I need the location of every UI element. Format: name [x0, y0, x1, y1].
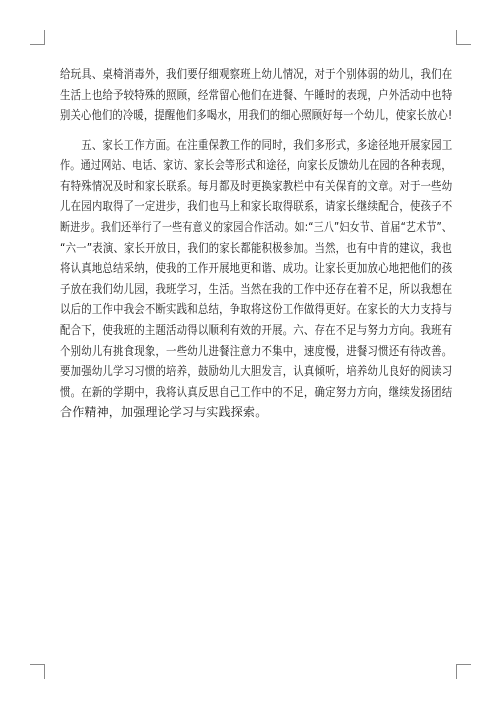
document-body [60, 64, 452, 423]
crop-mark-bottom-right [456, 664, 471, 679]
text-line: 别关心他们的冷暖，提醒他们多喝水，用我们的细心照顾好每一个幼儿，使家长放心! [60, 108, 453, 123]
text-line: 断进步。我们还举行了一些有意义的家园合作活动。如:“三八”妇女节、首届“艺术节”、 [60, 219, 453, 234]
text-line: 要加强幼儿学习习惯的培养，鼓励幼儿大胆发言，认真倾听，培养幼儿良好的阅读习 [60, 364, 453, 379]
text-line: 儿在园内取得了一定进步，我们也马上和家长取得联系，请家长继续配合，使孩子不 [60, 199, 453, 214]
text-line: “六一”表演、家长开放日，我们的家长都能积极参加。当然，也有中肯的建议，我也 [60, 240, 453, 255]
text-line: 将认真地总结采纳，使我的工作开展地更和谐、成功。让家长更加放心地把他们的孩 [60, 261, 453, 276]
text-line: 合作精神，加强理论学习与实践探索。 [60, 405, 268, 420]
text-line: 子放在我们幼儿园，我班学习，生活。当然在我的工作中还存在着不足，所以我想在 [60, 281, 453, 296]
text-line: 有特殊情况及时和家长联系。每月都及时更换家教栏中有关保育的文章。对于一些幼 [60, 178, 453, 193]
text-line: 以后的工作中我会不断实践和总结，争取将这份工作做得更好。在家长的大力支持与 [60, 302, 453, 317]
text-line: 给玩具、桌椅消毒外，我们要仔细观察班上幼儿情况，对于个别体弱的幼儿，我们在 [60, 67, 453, 81]
text-line: 惯。在新的学期中，我将认真反思自己工作中的不足，确定努力方向，继续发扬团结 [60, 384, 453, 399]
text-line: 五、家长工作方面。在注重保教工作的同时，我们多形式，多途径地开展家园工 [60, 137, 453, 152]
crop-mark-top-right [456, 30, 471, 45]
text-line: 生活上也给予较特殊的照顾，经常留心他们在进餐、午睡时的表现，户外活动中也特 [60, 87, 453, 102]
crop-mark-bottom-left [30, 664, 45, 679]
paragraph-gap [60, 126, 452, 135]
text-line: 配合下，使我班的主题活动得以顺利有效的开展。六、存在不足与努力方向。我班有 [60, 322, 453, 337]
text-line: 个别幼儿有挑食现象，一些幼儿进餐注意力不集中，速度慢，进餐习惯还有待改善。 [60, 343, 453, 358]
text-line: 作。通过网站、电话、家访、家长会等形式和途径，向家长反馈幼儿在园的各种表现， [60, 158, 452, 173]
crop-mark-top-left [30, 30, 45, 45]
